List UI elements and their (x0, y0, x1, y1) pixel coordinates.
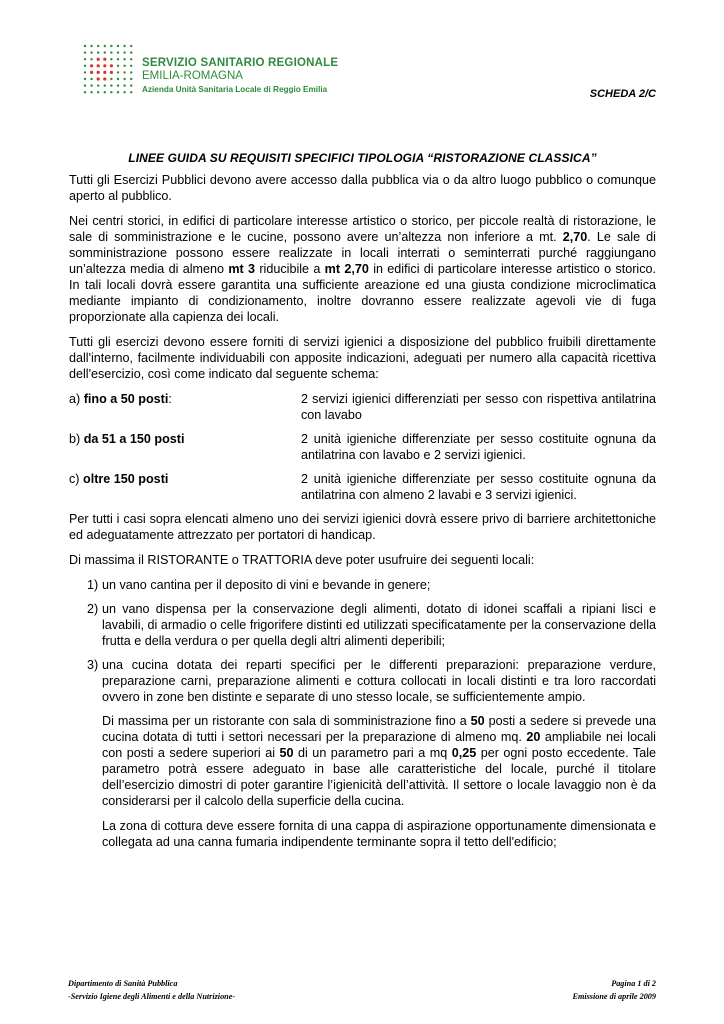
bold-value: 2,70 (562, 230, 588, 244)
paragraph-kitchen-size (102, 713, 656, 809)
logo-dot (84, 65, 86, 67)
logo-dot (97, 45, 99, 47)
list-item (87, 577, 656, 593)
footer-service: -Servizio Igiene degli Alimenti e della Nutrizione- (68, 992, 236, 1001)
logo-dot (90, 58, 92, 60)
logo-dot (104, 45, 106, 47)
logo-dot (117, 78, 119, 80)
org-line-2: EMILIA-ROMAGNA (142, 70, 243, 82)
page-footer (68, 977, 656, 1003)
list-text: un vano dispensa per la conservazione degli alimenti, dotato di idonei scaffali a ripiani lisci e lavabili, di armadio o celle frigorifere distinti ed utilizzati specificatamente per la conservazione della frutta e della verdura o per quella degli altri alimenti deperibili; (102, 602, 656, 648)
document-body (69, 150, 656, 859)
logo-dot (90, 71, 93, 74)
org-line-3: Azienda Unità Sanitaria Locale di Reggio Emilia (142, 85, 328, 94)
text: ampliabile nei locali con posti a sedere superiori ai (102, 730, 656, 760)
logo-dot (97, 58, 100, 61)
logo-dot (110, 64, 113, 67)
footer-issue-date: Emissione di aprile 2009 (572, 992, 656, 1001)
logo-dot (104, 84, 106, 86)
logo-dot (103, 71, 106, 74)
text: riducibile a (255, 262, 325, 276)
logo-dot (84, 78, 86, 80)
logo-dot (123, 84, 125, 86)
logo-dot (117, 58, 119, 60)
logo-dot (123, 51, 125, 53)
logo-dot (97, 64, 100, 67)
bold-value: 50 (279, 746, 294, 760)
logo-dot (130, 91, 132, 93)
logo-dot (117, 65, 119, 67)
logo-dot (110, 58, 112, 60)
list-item (87, 601, 656, 649)
requirement-capacity: da 51 a 150 posti (83, 432, 185, 446)
text: di un parametro pari a mq (293, 746, 452, 760)
requirement-label (69, 391, 301, 423)
paragraph-toilets: Tutti gli esercizi devono essere forniti di servizi igienici a disposizione del pubblico fruibili direttamente dall'interno, facilmente individuabili con apposite indicazioni, adeguati per numero alla capacità ricettiva dell'esercizio, così come indicato dal seguente schema: (69, 335, 656, 381)
logo-dot (117, 71, 119, 73)
logo-dot (117, 84, 119, 86)
logo-dot (90, 78, 92, 80)
logo-dot (110, 45, 112, 47)
requirement-row (69, 471, 656, 503)
document-title: LINEE GUIDA SU REQUISITI SPECIFICI TIPOLOGIA “RISTORAZIONE CLASSICA” (128, 151, 597, 165)
logo-dot (130, 84, 132, 86)
requirement-text: 2 unità igieniche differenziate per sesso costituite ognuna da antilatrina con lavabo e 2 servizi igienici. (301, 432, 656, 462)
bold-value: 50 (470, 714, 485, 728)
text: . Le sale di somministrazione possono essere realizzate in locali interrati o seminterrati purché raggiungano un’altezza media di almeno (69, 230, 656, 276)
bold-value: mt 2,70 (324, 262, 369, 276)
org-line-1: SERVIZIO SANITARIO REGIONALE (142, 57, 339, 69)
logo-dot (123, 91, 125, 93)
paragraph-premises-intro: Di massima il RISTORANTE o TRATTORIA deve poter usufruire dei seguenti locali: (69, 553, 535, 567)
logo-dot (123, 45, 125, 47)
logo-dot (130, 51, 132, 53)
logo-dot (123, 58, 125, 60)
logo-dot (90, 51, 92, 53)
text: Di massima per un ristorante con sala di somministrazione fino a (102, 714, 471, 728)
requirement-label (69, 471, 301, 503)
logo-dot (90, 91, 92, 93)
logo-dot (97, 71, 100, 74)
logo-dot (130, 45, 132, 47)
requirement-text: 2 servizi igienici differenziati per sesso con rispettiva antilatrina con lavabo (301, 392, 656, 422)
logo-dot (90, 45, 92, 47)
list-item (87, 657, 656, 705)
logo-dot (110, 84, 112, 86)
logo-dot (130, 58, 132, 60)
requirement-capacity: fino a 50 posti (83, 392, 169, 406)
sheet-code: SCHEDA 2/C (589, 88, 656, 100)
list-number: 1) (87, 578, 99, 592)
logo-dot (117, 45, 119, 47)
logo-dot (117, 91, 119, 93)
logo-dot (97, 84, 99, 86)
footer-page-number: Pagina 1 di 2 (611, 979, 656, 988)
logo-dot (90, 64, 93, 67)
list-text: un vano cantina per il deposito di vini e bevande in genere; (102, 578, 431, 592)
logo-dot (84, 71, 86, 73)
logo-dot (103, 58, 106, 61)
requirement-prefix: b) (69, 432, 84, 446)
text: in edifici di particolare interesse artistico o storico. In tali locali dovrà essere garantita una sufficiente areazione ed una giusta condizione microclimatica mediante impianto di condizionamento, inoltre dovranno essere realizzate agevoli vie di fuga proporzionate alla capienza dei locali. (69, 262, 657, 324)
logo-dot (84, 45, 86, 47)
logo-dot (110, 91, 112, 93)
logo-dot (110, 78, 112, 80)
requirement-row (69, 431, 656, 463)
logo-dot (103, 64, 106, 67)
requirement-row (69, 391, 656, 423)
paragraph-accessibility: Per tutti i casi sopra elencati almeno uno dei servizi igienici dovrà essere privo di barriere architettoniche ed adeguatamente attrezzato per portatori di handicap. (69, 512, 656, 542)
text: per ogni posto eccedente. Tale parametro potrà essere adeguato in base alle caratteristiche del locale, purché il titolare dell’esercizio dimostri di poter garantire l’igienicità dell’attività. Il settore o locale lavaggio non è da considerarsi per il calcolo della superficie della cucina. (102, 746, 657, 808)
logo-dot (84, 58, 86, 60)
logo-dot (103, 77, 106, 80)
text: Nei centri storici, in edifici di particolare interesse artistico o storico, per piccole realtà di ristorazione, le sale di somministrazione e le cucine, possono avere un’altezza non inferiore a mt. (69, 214, 656, 244)
requirement-suffix: : (168, 392, 172, 406)
logo-dot (104, 91, 106, 93)
logo-dot (130, 78, 132, 80)
bold-value: 20 (526, 730, 541, 744)
requirement-prefix: a) (69, 392, 84, 406)
letterhead (82, 40, 662, 110)
requirement-label (69, 431, 301, 463)
logo-dot (130, 71, 132, 73)
logo-dot (110, 51, 112, 53)
bold-value: mt 3 (228, 262, 256, 276)
requirement-capacity: oltre 150 posti (83, 472, 169, 486)
logo-dot (84, 51, 86, 53)
logo-dot (110, 71, 113, 74)
logo-dot (90, 84, 92, 86)
logo-dot (130, 65, 132, 67)
requirement-prefix: c) (69, 472, 83, 486)
text: posti a sedere si prevede una cucina dotata di tutti i settori necessari per la preparazione di almeno mq. (102, 714, 656, 744)
paragraph-access: Tutti gli Esercizi Pubblici devono avere accesso dalla pubblica via o da altro luogo pubblico o comunque aperto al pubblico. (69, 173, 656, 203)
logo-dot (117, 51, 119, 53)
logo-dot (104, 51, 106, 53)
logo-dot (84, 91, 86, 93)
list-text: una cucina dotata dei reparti specifici per le differenti preparazioni: preparazione verdure, preparazione carni, preparazione alimenti e cottura collocati in locali distinti e tra loro raccordati ovvero in zone ben distinte e separate di uno stesso locale, se sufficientemente ampio. (102, 658, 656, 704)
logo-dot (97, 77, 100, 80)
logo-dot (84, 84, 86, 86)
list-number: 3) (87, 658, 99, 672)
logo-dot (123, 65, 125, 67)
requirement-text: 2 unità igieniche differenziate per sesso costituite ognuna da antilatrina con almeno 2 lavabi e 3 servizi igienici. (301, 472, 656, 502)
footer-department: Dipartimento di Sanità Pubblica (68, 979, 178, 988)
logo-dot (97, 91, 99, 93)
organization-name (142, 56, 338, 96)
logo-dot (123, 78, 125, 80)
list-number: 2) (87, 602, 99, 616)
logo-dot (97, 51, 99, 53)
paragraph-historic-centers (69, 213, 656, 325)
bold-value: 0,25 (451, 746, 477, 760)
logo-dot (123, 71, 125, 73)
regional-logo-icon (82, 43, 134, 99)
paragraph-cooking-hood: La zona di cottura deve essere fornita di una cappa di aspirazione opportunamente dimensionata e collegata ad una canna fumaria indipendente terminante sopra il tetto dell'edificio; (102, 819, 656, 849)
